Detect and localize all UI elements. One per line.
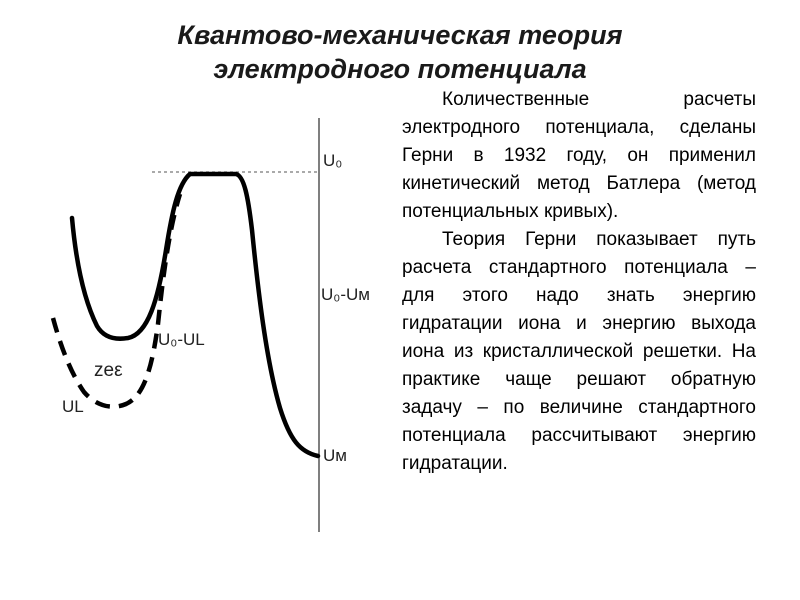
title-line-2: электродного потенциала: [213, 54, 587, 84]
ul-label: UL: [62, 397, 84, 416]
title-line-1: Квантово-механическая теория: [177, 20, 623, 50]
u0-minus-um-label: U₀-Uм: [321, 285, 370, 304]
um-label: Uм: [323, 446, 347, 465]
paragraph-2: Теория Герни показывает путь расчета стандартного потенциала – для этого надо знать энергию гидратации иона и энергию выхода иона из кристаллической решетки. На практике чаще решают обратную задачу – по величине стандартного потенциала рассчитывают энергию гидратации.: [402, 229, 756, 474]
description-text: [402, 86, 756, 478]
paragraph-1: Количественные расчеты электродного потенциала, сделаны Герни в 1932 году, он применил кинетический метод Батлера (метод потенциальных кривых).: [402, 89, 756, 222]
u0-label: U₀: [323, 151, 343, 170]
zee-label: zeε: [94, 360, 123, 381]
metal-potential-curve: [72, 174, 318, 456]
u0-minus-ul-label: U₀-UL: [158, 330, 205, 349]
